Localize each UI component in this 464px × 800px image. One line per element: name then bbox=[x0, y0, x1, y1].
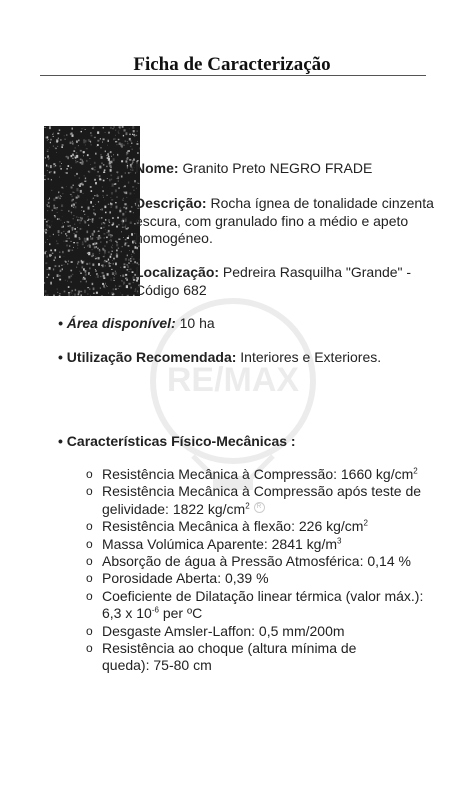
list-item: o Porosidade Aberta: 0,39 % bbox=[86, 570, 269, 587]
watermark-text: RE/MAX bbox=[166, 361, 300, 399]
name-value: Granito Preto NEGRO FRADE bbox=[182, 160, 373, 176]
registered-mark-icon: R bbox=[254, 502, 265, 513]
list-item: o Resistência ao choque (altura mínima de queda): 75-80 cm bbox=[86, 640, 357, 674]
list-item: o Coeficiente de Dilatação linear térmica (valor máx.): 6,3 x $10^{-6}$ per ºC bbox=[86, 587, 424, 622]
granite-sample-image bbox=[44, 126, 140, 296]
characteristics-label: Características Físico-Mecânicas : bbox=[66, 433, 296, 449]
stone-location bbox=[135, 264, 435, 299]
usage-value: Interiores e Exteriores. bbox=[240, 349, 382, 365]
stone-name bbox=[135, 160, 435, 178]
list-marker: o bbox=[86, 484, 93, 499]
description-label: Descrição: bbox=[135, 195, 207, 211]
list-marker: o bbox=[86, 623, 93, 638]
list-item: o Massa Volúmica Aparente: 2841 $kg/m^3$ bbox=[86, 535, 342, 552]
characteristics-list bbox=[86, 466, 436, 675]
list-marker: o bbox=[86, 641, 93, 656]
available-area bbox=[58, 314, 438, 332]
page-title: Ficha de Caracterização bbox=[133, 54, 331, 75]
list-item: o Resistência Mecânica à Compressão após teste de gelividade: 1822 $kg/cm^2$ R bbox=[86, 483, 422, 517]
area-value: 10 ha bbox=[179, 315, 215, 331]
usage-label: Utilização Recomendada: bbox=[66, 349, 237, 365]
location-value: Pedreira Rasquilha "Grande" - Código 682 bbox=[135, 264, 412, 298]
list-item: o Desgaste Amsler-Laffon: 0,5 mm/200m bbox=[86, 622, 345, 639]
area-bullet: • bbox=[58, 315, 63, 331]
list-marker: o bbox=[86, 536, 93, 551]
list-item: o Resistência Mecânica à Compressão: 1660 $kg/cm^2$ bbox=[86, 466, 418, 482]
characteristics-heading bbox=[58, 432, 438, 450]
list-marker: o bbox=[86, 519, 93, 534]
area-label: Área disponível: bbox=[66, 315, 176, 331]
list-item: o Absorção de água à Pressão Atmosférica: 0,14 % bbox=[86, 553, 411, 570]
list-marker: o bbox=[86, 554, 93, 569]
list-marker: o bbox=[86, 588, 93, 603]
description-value: Rocha ígnea de tonalidade cinzenta escura, com granulado fino a médio e apeto homogéneo. bbox=[135, 195, 434, 246]
list-item: o Resistência Mecânica à flexão: 226 $kg/cm^2$ bbox=[86, 518, 368, 535]
location-label: Localização: bbox=[135, 264, 220, 280]
list-marker: o bbox=[86, 571, 93, 586]
name-label: Nome: bbox=[135, 160, 179, 176]
usage-bullet: • bbox=[58, 349, 63, 365]
recommended-usage bbox=[58, 348, 438, 366]
stone-description bbox=[135, 195, 435, 248]
title-underline bbox=[40, 75, 426, 76]
list-marker: o bbox=[86, 467, 93, 481]
characteristics-bullet: • bbox=[58, 433, 63, 449]
